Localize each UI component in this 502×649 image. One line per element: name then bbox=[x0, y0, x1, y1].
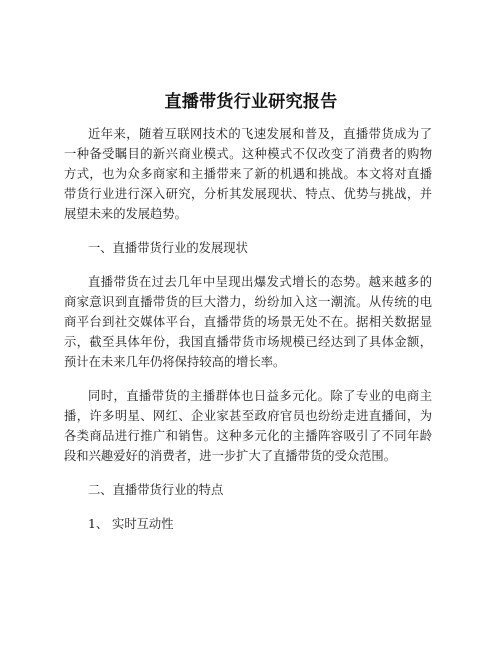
section-heading-2: 二、直播带货行业的特点 bbox=[88, 483, 224, 497]
intro-paragraph: 近年来，随着互联网技术的飞速发展和普及，直播带货成为了一种备受瞩目的新兴商业模式。这种模式不仅改变了消费者的购物方式，也为众多商家和主播带来了新的机遇和挑战。本文将对直播带货行业进行深入研究，分析其发展现状、特点、优势与挑战，并展望未来的发展趋势。 bbox=[64, 127, 432, 221]
section2-list-item-1: 1、 实时互动性 bbox=[88, 517, 174, 531]
section1-paragraph-2: 同时，直播带货的主播群体也日益多元化。除了专业的电商主播，许多明星、网红、企业家甚至政府官员也纷纷走进直播间，为各类商品进行推广和销售。这种多元化的主播阵容吸引了不同年龄段和兴趣爱好的消费者，进一步扩大了直播带货的受众范围。 bbox=[64, 389, 432, 463]
section-heading-1: 一、直播带货行业的发展现状 bbox=[88, 241, 248, 255]
document-body bbox=[64, 124, 432, 548]
section1-paragraph-1: 直播带货在过去几年中呈现出爆发式增长的态势。越来越多的商家意识到直播带货的巨大潜力，纷纷加入这一潮流。从传统的电商平台到社交媒体平台，直播带货的场景无处不在。据相关数据显示，截至具体年份，我国直播带货市场规模已经达到了具体金额，预计在未来几年仍将保持较高的增长率。 bbox=[64, 275, 432, 369]
document-title: 直播带货行业研究报告 bbox=[164, 92, 338, 112]
